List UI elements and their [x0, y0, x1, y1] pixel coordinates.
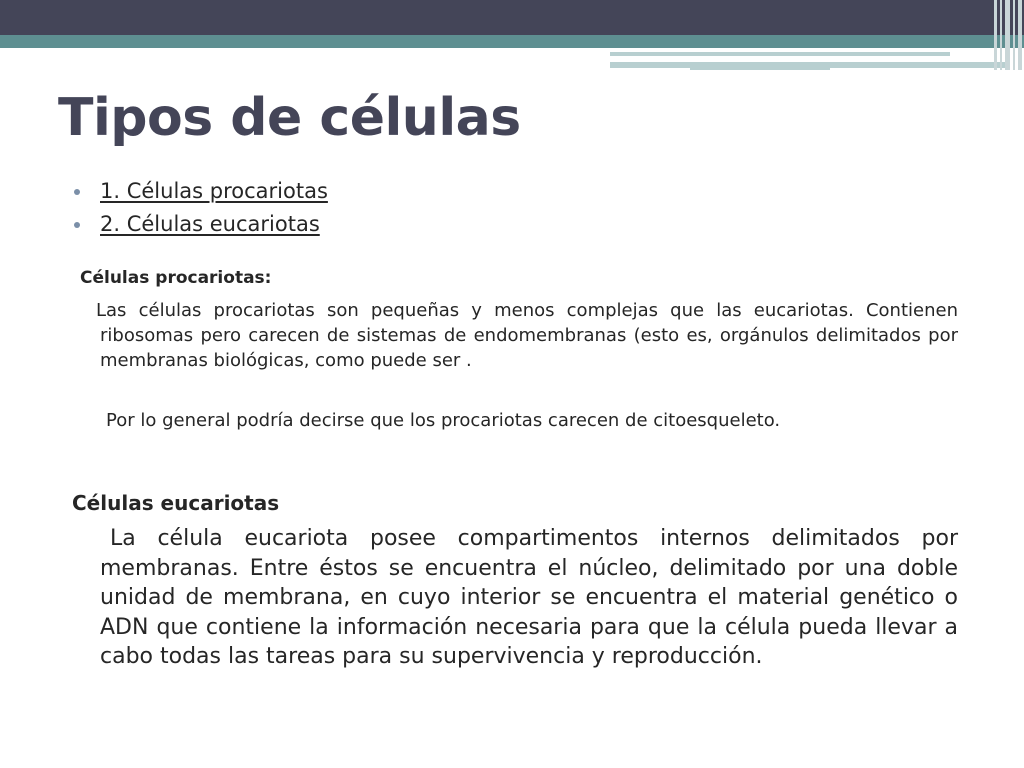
header-teal-band	[0, 35, 1024, 48]
header-accent-line	[690, 67, 830, 70]
topic-list	[74, 175, 328, 241]
prokaryote-heading: Células procariotas:	[80, 268, 272, 288]
header-dark-band	[0, 0, 1024, 35]
slide-title: Tipos de células	[58, 88, 521, 148]
prokaryote-paragraph-2: Por lo general podría decirse que los procariotas carecen de citoesqueleto.	[106, 410, 781, 431]
eukaryote-paragraph: La célula eucariota posee compartimentos internos delimitados por membranas. Entre éstos se encuentra el núcleo, delimitado por una doble unidad de membrana, en cuyo interior se encuentra el material genético o ADN que contiene la información necesaria para que la célula pueda llevar a cabo todas las tareas para su supervivencia y reproducción.	[100, 526, 958, 669]
eukaryote-heading: Células eucariotas	[72, 491, 280, 515]
header-accent-line	[610, 52, 950, 56]
link-procariotas[interactable]: 1. Células procariotas	[100, 179, 328, 203]
header-vertical-stripes	[992, 0, 1024, 70]
list-item	[74, 208, 328, 241]
link-eucariotas[interactable]: 2. Células eucariotas	[100, 212, 320, 236]
list-item	[74, 175, 328, 208]
prokaryote-paragraph: Las células procariotas son pequeñas y menos complejas que las eucariotas. Contienen ribosomas pero carecen de sistemas de endomembranas (esto es, orgánulos delimitados por membranas biológicas, como puede ser .	[96, 300, 958, 371]
